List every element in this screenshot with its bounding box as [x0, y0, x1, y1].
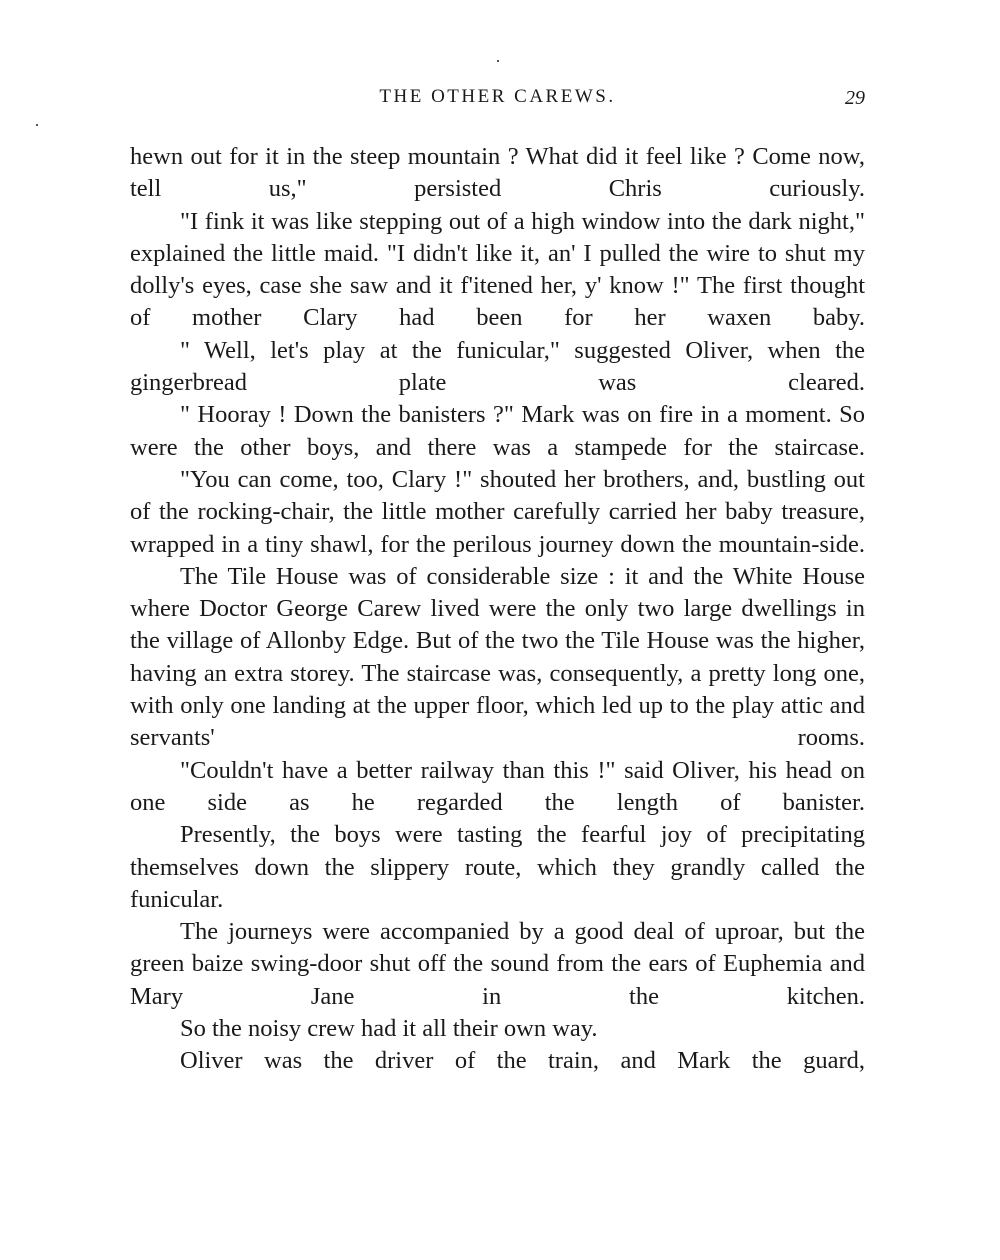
- body-text: [130, 141, 865, 1078]
- paragraph: "You can come, too, Clary !" shouted her brothers, and, bustling out of the rocking-chair, the little mother carefully carried her baby treasure, wrapped in a tiny shawl, for the perilous journey down the mountain-side.: [130, 465, 865, 558]
- paragraph: " Hooray ! Down the banisters ?" Mark was on fire in a moment. So were the other boys, and there was a stampede for the staircase.: [130, 401, 865, 461]
- paragraph: The Tile House was of considerable size : it and the White House where Doctor George Carew lived were the only two large dwellings in the village of Allonby Edge. But of the two the Tile House was the higher, having an extra storey. The staircase was, consequently, a pretty long one, with only one landing at the upper floor, which led up to the play attic and servants' rooms.: [130, 562, 865, 752]
- ink-speck: [497, 60, 499, 62]
- paragraph: Presently, the boys were tasting the fearful joy of precipitating themselves down the slippery route, which they grandly called the funicular.: [130, 821, 865, 913]
- paragraph: hewn out for it in the steep mountain ? What did it feel like ? Come now, tell us," persisted Chris curiously.: [130, 143, 865, 203]
- page-header: [130, 86, 865, 114]
- ink-speck: [36, 124, 38, 126]
- paragraph: So the noisy crew had it all their own way.: [180, 1015, 598, 1043]
- running-title: THE OTHER CAREWS.: [379, 86, 616, 107]
- paragraph: "Couldn't have a better railway than this !" said Oliver, his head on one side as he regarded the length of banister.: [130, 756, 865, 816]
- page-number: 29: [845, 87, 865, 109]
- paragraph: " Well, let's play at the funicular," suggested Oliver, when the gingerbread plate was cleared.: [130, 336, 865, 397]
- paragraph: The journeys were accompanied by a good deal of uproar, but the green baize swing-door shut off the sound from the ears of Euphemia and Mary Jane in the kitchen.: [130, 918, 865, 1010]
- paragraph: Oliver was the driver of the train, and Mark the guard,: [180, 1047, 865, 1075]
- paragraph: "I fink it was like stepping out of a high window into the dark night," explained the little maid. "I didn't like it, an' I pulled the wire to shut my dolly's eyes, case she saw and it f'itened her, y' know !" The first thought of mother Clary had been for her waxen baby.: [130, 207, 865, 332]
